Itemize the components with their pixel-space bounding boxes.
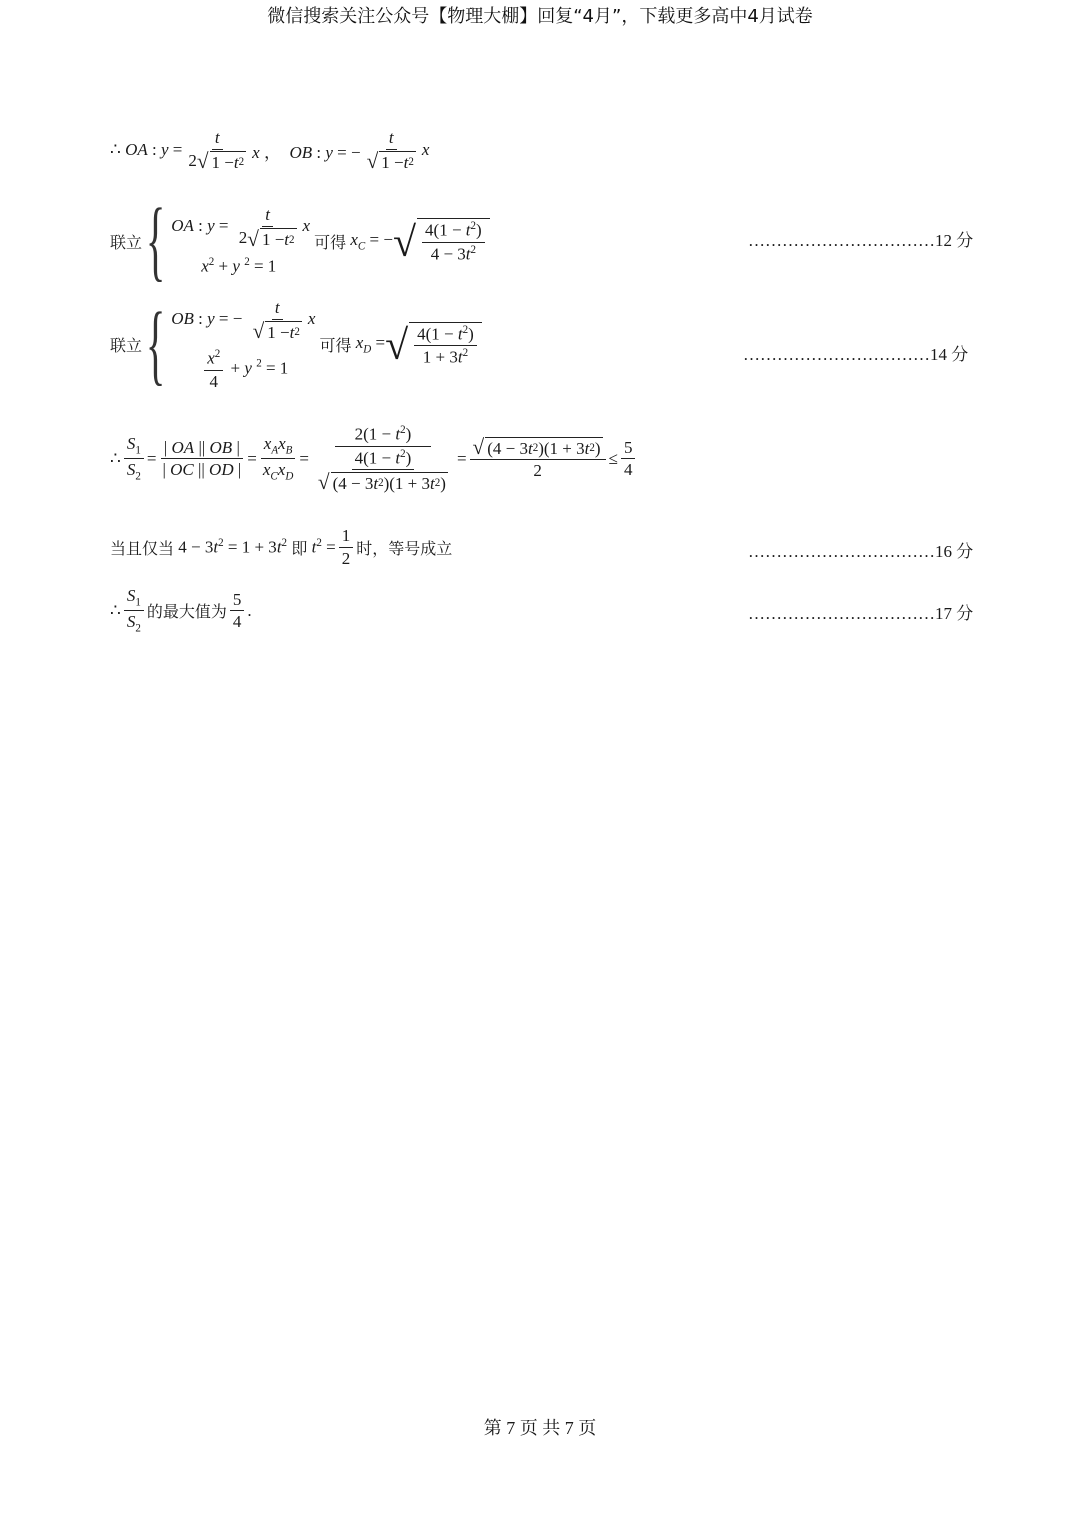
score-12: ……………………………12 分	[748, 231, 974, 250]
line-area-ratio: ∴ $\frac{S_1}{S_2}$ = $\frac{| OA || OB |}{| OC || OD |}$ = $\frac{x_Ax_B}{x_Cx_D}$ = $2(1 - t^2)$ $4(1 - t^2)$ √ (4 − 3 t 2 )(1 + 3 t 2 ) = √ (4 − 3 t 2 )(1 + 3 t 2 ) 2 ≤ $\frac{5}{4}$	[110, 424, 638, 493]
line-system-xc: 联立 { OA : y = t 2 √ 1 − t 2 x $x^2 + y$ $^2$ = 1 可得 $x_C$ = − √ $\frac{4(1 - t^2)}{4 - 3t^2}$	[110, 196, 490, 286]
line-equality-condition: 当且仅当 $4 - 3t^2 = 1 + 3t^2$ 即 $t^2$ = $\frac{1}{2}$ 时，等号成立	[110, 526, 453, 568]
lianli-label-1: 联立	[110, 232, 143, 252]
dangqie-label: 当且仅当	[110, 538, 175, 558]
equality-holds-label: 时，等号成立	[356, 538, 453, 558]
lianli-label-2: 联立	[110, 336, 143, 356]
score-14: ……………………………14 分	[743, 345, 969, 364]
line-max-value: ∴ $\frac{S_1}{S_2}$ 的最大值为 $\frac{5}{4}$ .	[110, 586, 252, 635]
page-footer-number: 第 7 页 共 7 页	[483, 1418, 597, 1438]
ji-label: 即	[291, 538, 308, 558]
line-oa-ob-equations: ∴ OA : y = t 2 √ 1 − t 2 x ， OB : y = − t √ 1 − t 2 x	[110, 128, 430, 174]
line-system-xd: 联立 { OB : y = − t √ 1 − t 2 x $\frac{x^2}{4}$ + y $^2$ = 1 可得 $x_D$ = √ $\frac{4(1 - t^2)}{1 + 3t^2}$	[110, 298, 482, 391]
page-header-banner: 微信搜索关注公众号【物理大棚】回复“4月”，下载更多高中4月试卷	[267, 6, 813, 27]
kede-label-2: 可得	[319, 336, 352, 356]
score-16: ……………………………16 分	[748, 542, 974, 561]
max-value-label: 的最大值为	[146, 602, 227, 622]
score-17: ……………………………17 分	[748, 604, 974, 623]
kede-label-1: 可得	[314, 232, 347, 252]
